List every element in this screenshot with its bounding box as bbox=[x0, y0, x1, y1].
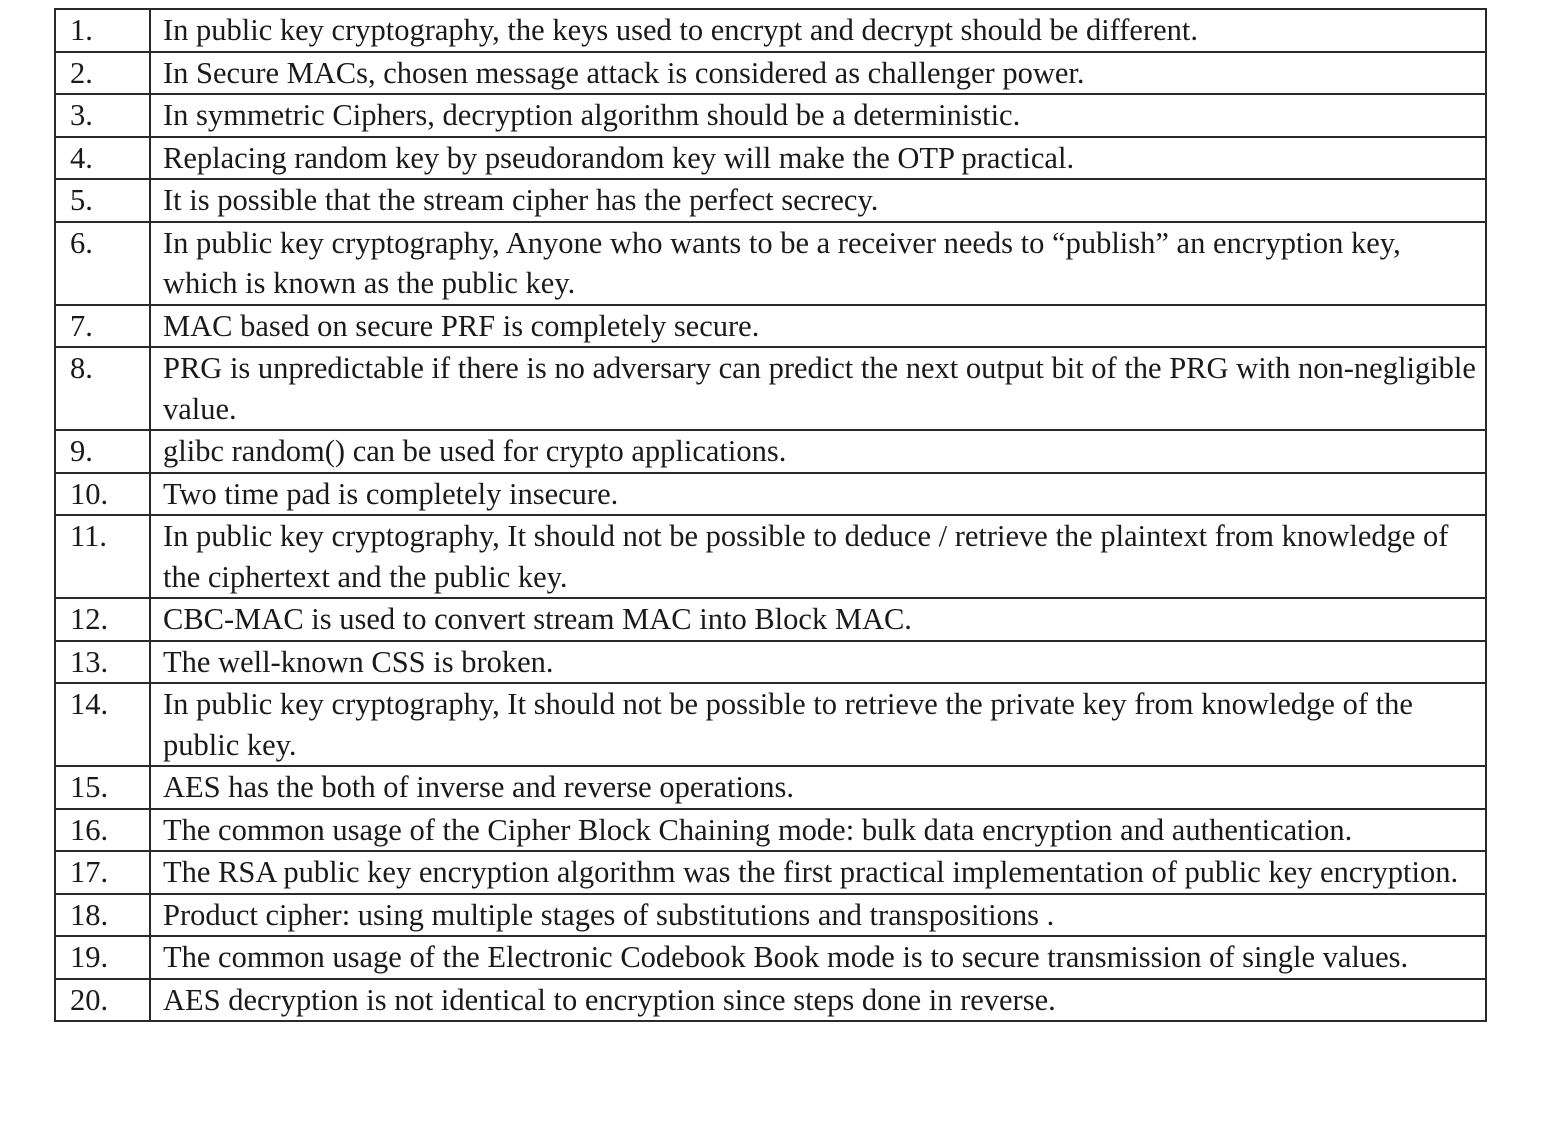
row-number: 18. bbox=[55, 894, 150, 937]
row-number: 9. bbox=[55, 430, 150, 473]
row-statement: In public key cryptography, It should not be possible to retrieve the private key from knowledge of the public key. bbox=[150, 683, 1486, 766]
row-number: 7. bbox=[55, 305, 150, 348]
table-row bbox=[55, 52, 1486, 95]
row-number: 16. bbox=[55, 809, 150, 852]
table-row bbox=[55, 9, 1486, 52]
table-row bbox=[55, 936, 1486, 979]
row-statement: glibc random() can be used for crypto applications. bbox=[150, 430, 1486, 473]
row-number: 5. bbox=[55, 179, 150, 222]
table-row bbox=[55, 305, 1486, 348]
row-number: 6. bbox=[55, 222, 150, 305]
row-number: 20. bbox=[55, 979, 150, 1022]
row-statement: The RSA public key encryption algorithm was the first practical implementation of public key encryption. bbox=[150, 851, 1486, 894]
table-row bbox=[55, 683, 1486, 766]
row-statement: The well-known CSS is broken. bbox=[150, 641, 1486, 684]
row-number: 10. bbox=[55, 473, 150, 516]
row-number: 19. bbox=[55, 936, 150, 979]
table-row bbox=[55, 851, 1486, 894]
row-statement: Replacing random key by pseudorandom key will make the OTP practical. bbox=[150, 137, 1486, 180]
table-row bbox=[55, 598, 1486, 641]
table-row bbox=[55, 179, 1486, 222]
row-number: 13. bbox=[55, 641, 150, 684]
row-number: 1. bbox=[55, 9, 150, 52]
row-statement: AES decryption is not identical to encryption since steps done in reverse. bbox=[150, 979, 1486, 1022]
row-number: 11. bbox=[55, 515, 150, 598]
table-row bbox=[55, 809, 1486, 852]
table-row bbox=[55, 430, 1486, 473]
table-row bbox=[55, 979, 1486, 1022]
row-statement: In public key cryptography, the keys used to encrypt and decrypt should be different. bbox=[150, 9, 1486, 52]
row-statement: In public key cryptography, It should not be possible to deduce / retrieve the plaintext from knowledge of the ciphertext and the public key. bbox=[150, 515, 1486, 598]
table-row bbox=[55, 894, 1486, 937]
row-number: 12. bbox=[55, 598, 150, 641]
row-number: 8. bbox=[55, 347, 150, 430]
row-statement: The common usage of the Electronic Codebook Book mode is to secure transmission of single values. bbox=[150, 936, 1486, 979]
table-row bbox=[55, 641, 1486, 684]
row-statement: In Secure MACs, chosen message attack is considered as challenger power. bbox=[150, 52, 1486, 95]
row-statement: Two time pad is completely insecure. bbox=[150, 473, 1486, 516]
row-statement: PRG is unpredictable if there is no adversary can predict the next output bit of the PRG with non-negligible value. bbox=[150, 347, 1486, 430]
table-row bbox=[55, 515, 1486, 598]
statements-table bbox=[54, 8, 1487, 1022]
row-number: 17. bbox=[55, 851, 150, 894]
table-row bbox=[55, 222, 1486, 305]
table-row bbox=[55, 347, 1486, 430]
table-row bbox=[55, 766, 1486, 809]
row-statement: In symmetric Ciphers, decryption algorithm should be a deterministic. bbox=[150, 94, 1486, 137]
row-number: 15. bbox=[55, 766, 150, 809]
row-number: 3. bbox=[55, 94, 150, 137]
row-statement: MAC based on secure PRF is completely secure. bbox=[150, 305, 1486, 348]
row-statement: AES has the both of inverse and reverse operations. bbox=[150, 766, 1486, 809]
table-row bbox=[55, 137, 1486, 180]
row-number: 14. bbox=[55, 683, 150, 766]
row-statement: The common usage of the Cipher Block Chaining mode: bulk data encryption and authentication. bbox=[150, 809, 1486, 852]
table-row bbox=[55, 94, 1486, 137]
row-number: 2. bbox=[55, 52, 150, 95]
row-statement: CBC-MAC is used to convert stream MAC into Block MAC. bbox=[150, 598, 1486, 641]
row-statement: It is possible that the stream cipher has the perfect secrecy. bbox=[150, 179, 1486, 222]
row-statement: In public key cryptography, Anyone who wants to be a receiver needs to “publish” an encryption key, which is known as the public key. bbox=[150, 222, 1486, 305]
table-row bbox=[55, 473, 1486, 516]
row-number: 4. bbox=[55, 137, 150, 180]
row-statement: Product cipher: using multiple stages of substitutions and transpositions . bbox=[150, 894, 1486, 937]
